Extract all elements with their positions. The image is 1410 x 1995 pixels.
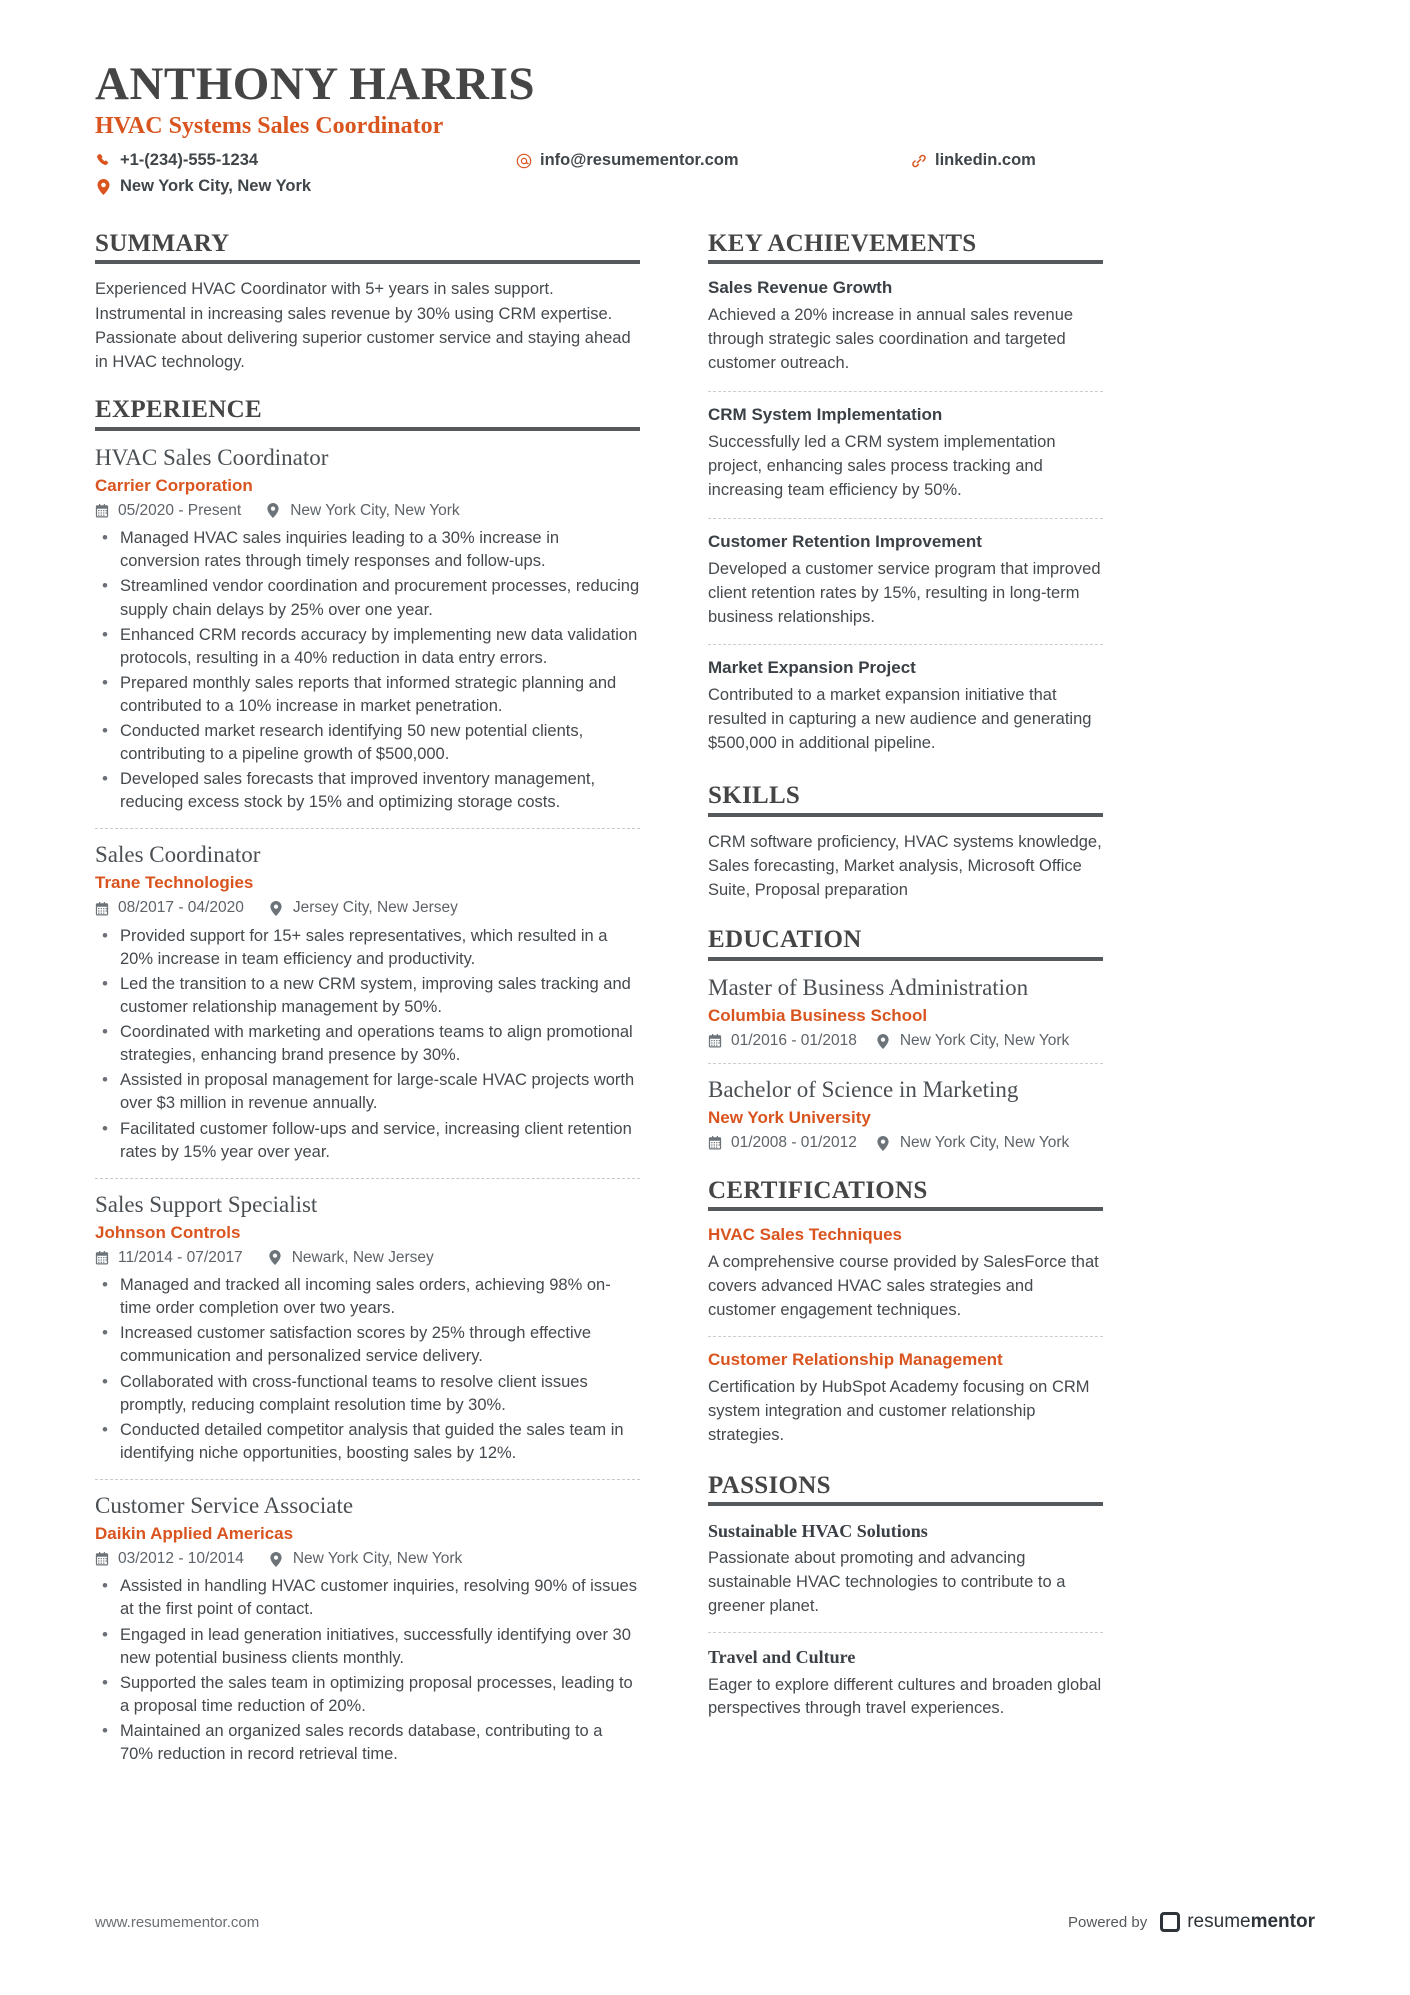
calendar-icon <box>95 1251 110 1265</box>
education-dates <box>708 1134 857 1153</box>
experience-dates <box>95 502 241 521</box>
experience-job-title: Sales Support Specialist <box>95 1191 318 1217</box>
experience-meta <box>95 1249 640 1268</box>
list-item: • Conducted detailed competitor analysis that guided the sales team in identifying niche opportunities, boosting sales by 12%. <box>95 1419 640 1465</box>
experience-location <box>270 899 458 918</box>
achievement-item <box>708 277 1103 378</box>
list-item: • Led the transition to a new CRM system, improving sales tracking and customer relationship management by 50%. <box>95 973 640 1019</box>
experience-company: Carrier Corporation <box>95 475 253 495</box>
education-meta <box>708 1134 1103 1153</box>
education-school: Columbia Business School <box>708 1005 928 1025</box>
brand-name-bold: mentor <box>1250 1911 1315 1932</box>
brand-name-light: resume <box>1187 1911 1251 1932</box>
section-certifications <box>708 1177 1103 1448</box>
passions-heading: PASSIONS <box>708 1472 1103 1507</box>
experience-location-text: New York City, New York <box>292 1549 463 1567</box>
achievement-title: Customer Retention Improvement <box>708 531 982 551</box>
list-item: • Conducted market research identifying 50 new potential clients, contributing to a pipeline growth of $500,000. <box>95 720 640 766</box>
experience-heading: EXPERIENCE <box>95 396 640 431</box>
education-location <box>877 1134 1069 1153</box>
experience-meta <box>95 1550 640 1569</box>
certification-title: HVAC Sales Techniques <box>708 1225 902 1245</box>
contact-linkedin-text: linkedin.com <box>935 150 1036 169</box>
footer-powered-by: Powered by <box>1068 1913 1148 1931</box>
contact-email-text: info@resumementor.com <box>540 150 739 169</box>
section-summary <box>95 230 640 375</box>
experience-dates-text: 08/2017 - 04/2020 <box>118 899 244 917</box>
education-entry <box>708 1076 1103 1152</box>
experience-bullets <box>95 1575 640 1766</box>
achievement-title: Market Expansion Project <box>708 658 916 678</box>
contact-linkedin[interactable] <box>910 150 1315 171</box>
passion-divider <box>708 1632 1103 1633</box>
location-pin-icon <box>270 901 285 916</box>
location-pin-icon <box>270 1552 285 1567</box>
calendar-icon <box>95 1552 110 1566</box>
right-column <box>708 224 1103 1772</box>
resumementor-logo <box>1160 1911 1315 1933</box>
achievement-description: Contributed to a market expansion initiative that resulted in capturing a new audience and generating $500,000 in additional pipeline. <box>708 686 1092 753</box>
experience-entry <box>95 841 640 1163</box>
achievement-item <box>708 404 1103 505</box>
education-degree: Bachelor of Science in Marketing <box>708 1077 1019 1103</box>
list-item: • Assisted in handling HVAC customer inquiries, resolving 90% of issues at the first point of contact. <box>95 1575 640 1621</box>
education-heading: EDUCATION <box>708 926 1103 961</box>
contact-location <box>95 176 515 197</box>
experience-location-text: Newark, New Jersey <box>291 1248 434 1266</box>
experience-dates-text: 05/2020 - Present <box>118 501 242 519</box>
achievement-description: Successfully led a CRM system implementation project, enhancing sales process tracking and increasing team efficiency by 50%. <box>708 432 1056 499</box>
experience-dates <box>95 899 244 918</box>
certification-divider <box>708 1336 1103 1337</box>
list-item: • Managed and tracked all incoming sales orders, achieving 98% on-time order completion over two years. <box>95 1274 640 1320</box>
list-item: • Managed HVAC sales inquiries leading to a 30% increase in conversion rates through timely responses and follow-ups. <box>95 527 640 573</box>
achievement-description: Achieved a 20% increase in annual sales revenue through strategic sales coordination and targeted customer outreach. <box>708 306 1074 373</box>
header-job-title: HVAC Systems Sales Coordinator <box>95 113 444 140</box>
experience-location <box>267 502 459 521</box>
section-education <box>708 926 1103 1152</box>
experience-company: Trane Technologies <box>95 873 254 893</box>
achievement-divider <box>708 518 1103 519</box>
contact-email[interactable] <box>515 150 910 171</box>
entry-divider <box>95 1479 640 1480</box>
education-dates-text: 01/2016 - 01/2018 <box>731 1031 857 1049</box>
section-experience <box>95 396 640 1766</box>
calendar-icon <box>95 902 110 916</box>
contact-phone-text: +1-(234)-555-1234 <box>120 150 259 169</box>
education-entry <box>708 974 1103 1050</box>
list-item: • Provided support for 15+ sales representatives, which resulted in a 20% increase in team efficiency and productivity. <box>95 925 640 971</box>
list-item: • Prepared monthly sales reports that informed strategic planning and contributed to a 10% increase in market penetration. <box>95 672 640 718</box>
summary-heading: SUMMARY <box>95 230 640 265</box>
location-pin-icon <box>877 1034 892 1049</box>
section-skills <box>708 782 1103 902</box>
certifications-heading: CERTIFICATIONS <box>708 1177 1103 1212</box>
experience-location-text: Jersey City, New Jersey <box>292 899 458 917</box>
location-pin-icon <box>269 1250 284 1265</box>
experience-entry <box>95 1191 640 1465</box>
achievement-title: Sales Revenue Growth <box>708 278 893 298</box>
list-item: • Engaged in lead generation initiatives, successfully identifying over 30 new potential business clients monthly. <box>95 1624 640 1670</box>
logo-mark-icon <box>1160 1912 1180 1932</box>
education-location-text: New York City, New York <box>899 1134 1070 1152</box>
page-footer <box>95 1911 1315 1933</box>
experience-dates <box>95 1550 244 1569</box>
experience-dates-text: 03/2012 - 10/2014 <box>118 1549 244 1567</box>
achievement-divider <box>708 644 1103 645</box>
experience-job-title: Customer Service Associate <box>95 1492 354 1518</box>
entry-divider <box>95 828 640 829</box>
list-item: • Streamlined vendor coordination and procurement processes, reducing supply chain delays by 25% over one year. <box>95 575 640 621</box>
passion-item <box>708 1645 1103 1721</box>
experience-company: Daikin Applied Americas <box>95 1523 294 1543</box>
skills-heading: SKILLS <box>708 782 1103 817</box>
list-item: • Assisted in proposal management for large-scale HVAC projects worth over $3 million in revenue annually. <box>95 1069 640 1115</box>
passion-description: Passionate about promoting and advancing sustainable HVAC technologies to contribute to a greener planet. <box>708 1549 1066 1616</box>
certification-description: A comprehensive course provided by SalesForce that covers advanced HVAC sales strategies and customer engagement techniques. <box>708 1253 1099 1320</box>
achievement-divider <box>708 391 1103 392</box>
certification-item <box>708 1224 1103 1323</box>
list-item: • Coordinated with marketing and operations teams to align promotional strategies, enhancing brand presence by 30%. <box>95 1021 640 1067</box>
experience-entry <box>95 1492 640 1766</box>
calendar-icon <box>708 1136 723 1150</box>
education-meta <box>708 1032 1103 1051</box>
certifications-list <box>708 1224 1103 1447</box>
experience-location-text: New York City, New York <box>290 501 460 519</box>
calendar-icon <box>95 504 110 518</box>
link-icon <box>910 153 927 169</box>
experience-location <box>270 1550 462 1569</box>
experience-bullets <box>95 925 640 1164</box>
experience-dates <box>95 1249 243 1268</box>
education-dates-text: 01/2008 - 01/2012 <box>731 1134 857 1152</box>
passion-title: Travel and Culture <box>708 1647 856 1668</box>
education-dates <box>708 1032 857 1051</box>
experience-location <box>269 1249 434 1268</box>
certification-title: Customer Relationship Management <box>708 1349 1003 1369</box>
skills-text: CRM software proficiency, HVAC systems knowledge, Sales forecasting, Market analysis, Microsoft Office Suite, Proposal preparation <box>708 832 1102 900</box>
list-item: • Collaborated with cross-functional teams to resolve client issues promptly, reducing complaint resolution time by 30%. <box>95 1371 640 1417</box>
footer-brand <box>1068 1911 1315 1933</box>
location-pin-icon <box>95 179 112 195</box>
experience-company: Johnson Controls <box>95 1222 241 1242</box>
passion-description: Eager to explore different cultures and broaden global perspectives through travel experiences. <box>708 1675 1102 1718</box>
education-degree: Master of Business Administration <box>708 974 1029 1000</box>
left-column <box>95 224 670 1772</box>
phone-icon <box>95 153 112 168</box>
experience-dates-text: 11/2014 - 07/2017 <box>118 1248 243 1266</box>
achievement-item <box>708 531 1103 632</box>
passion-item <box>708 1519 1103 1619</box>
certification-description: Certification by HubSpot Academy focusing on CRM system integration and customer relationship strategies. <box>708 1377 1090 1444</box>
achievement-title: CRM System Implementation <box>708 405 943 425</box>
list-item: • Maintained an organized sales records database, contributing to a 70% reduction in record retrieval time. <box>95 1720 640 1766</box>
footer-website[interactable]: www.resumementor.com <box>95 1913 260 1931</box>
education-location-text: New York City, New York <box>899 1031 1070 1049</box>
page-title: ANTHONY HARRIS <box>95 58 536 110</box>
experience-job-title: HVAC Sales Coordinator <box>95 444 329 470</box>
key-achievements-heading: KEY ACHIEVEMENTS <box>708 230 1103 265</box>
experience-bullets <box>95 1274 640 1465</box>
certification-item <box>708 1349 1103 1448</box>
contact-location-text: New York City, New York <box>120 177 312 196</box>
resume-body <box>95 224 1315 1772</box>
section-passions <box>708 1472 1103 1722</box>
entry-divider <box>95 1178 640 1179</box>
summary-text: Experienced HVAC Coordinator with 5+ years in sales support. Instrumental in increasing sales revenue by 30% using CRM expertise. Passionate about delivering superior customer service and staying ahead in HVAC technology. <box>95 280 631 372</box>
experience-entry <box>95 444 640 815</box>
experience-meta <box>95 899 640 918</box>
education-divider <box>708 1063 1103 1064</box>
location-pin-icon <box>267 503 282 518</box>
contact-info <box>95 150 1315 198</box>
location-pin-icon <box>877 1136 892 1151</box>
experience-job-title: Sales Coordinator <box>95 842 261 868</box>
achievement-description: Developed a customer service program that improved client retention rates by 15%, resulting in long-term business relationships. <box>708 559 1101 626</box>
passion-title: Sustainable HVAC Solutions <box>708 1521 928 1542</box>
achievements-list <box>708 277 1103 758</box>
calendar-icon <box>708 1034 723 1048</box>
experience-meta <box>95 502 640 521</box>
education-list <box>708 974 1103 1153</box>
experience-list <box>95 444 640 1766</box>
resume-header <box>95 60 1315 198</box>
list-item: • Facilitated customer follow-ups and service, increasing client retention rates by 15% year over year. <box>95 1118 640 1164</box>
experience-bullets <box>95 527 640 814</box>
list-item: • Developed sales forecasts that improved inventory management, reducing excess stock by 15% and optimizing storage costs. <box>95 768 640 814</box>
list-item: • Increased customer satisfaction scores by 25% through effective communication and personalized service delivery. <box>95 1322 640 1368</box>
section-key-achievements <box>708 230 1103 758</box>
passions-list <box>708 1519 1103 1721</box>
email-icon <box>515 153 532 169</box>
achievement-item <box>708 657 1103 758</box>
education-school: New York University <box>708 1108 871 1128</box>
list-item: • Supported the sales team in optimizing proposal processes, leading to a proposal time reduction of 20%. <box>95 1672 640 1718</box>
contact-phone[interactable] <box>95 150 515 171</box>
list-item: • Enhanced CRM records accuracy by implementing new data validation protocols, resulting in a 40% reduction in data entry errors. <box>95 624 640 670</box>
education-location <box>877 1032 1069 1051</box>
